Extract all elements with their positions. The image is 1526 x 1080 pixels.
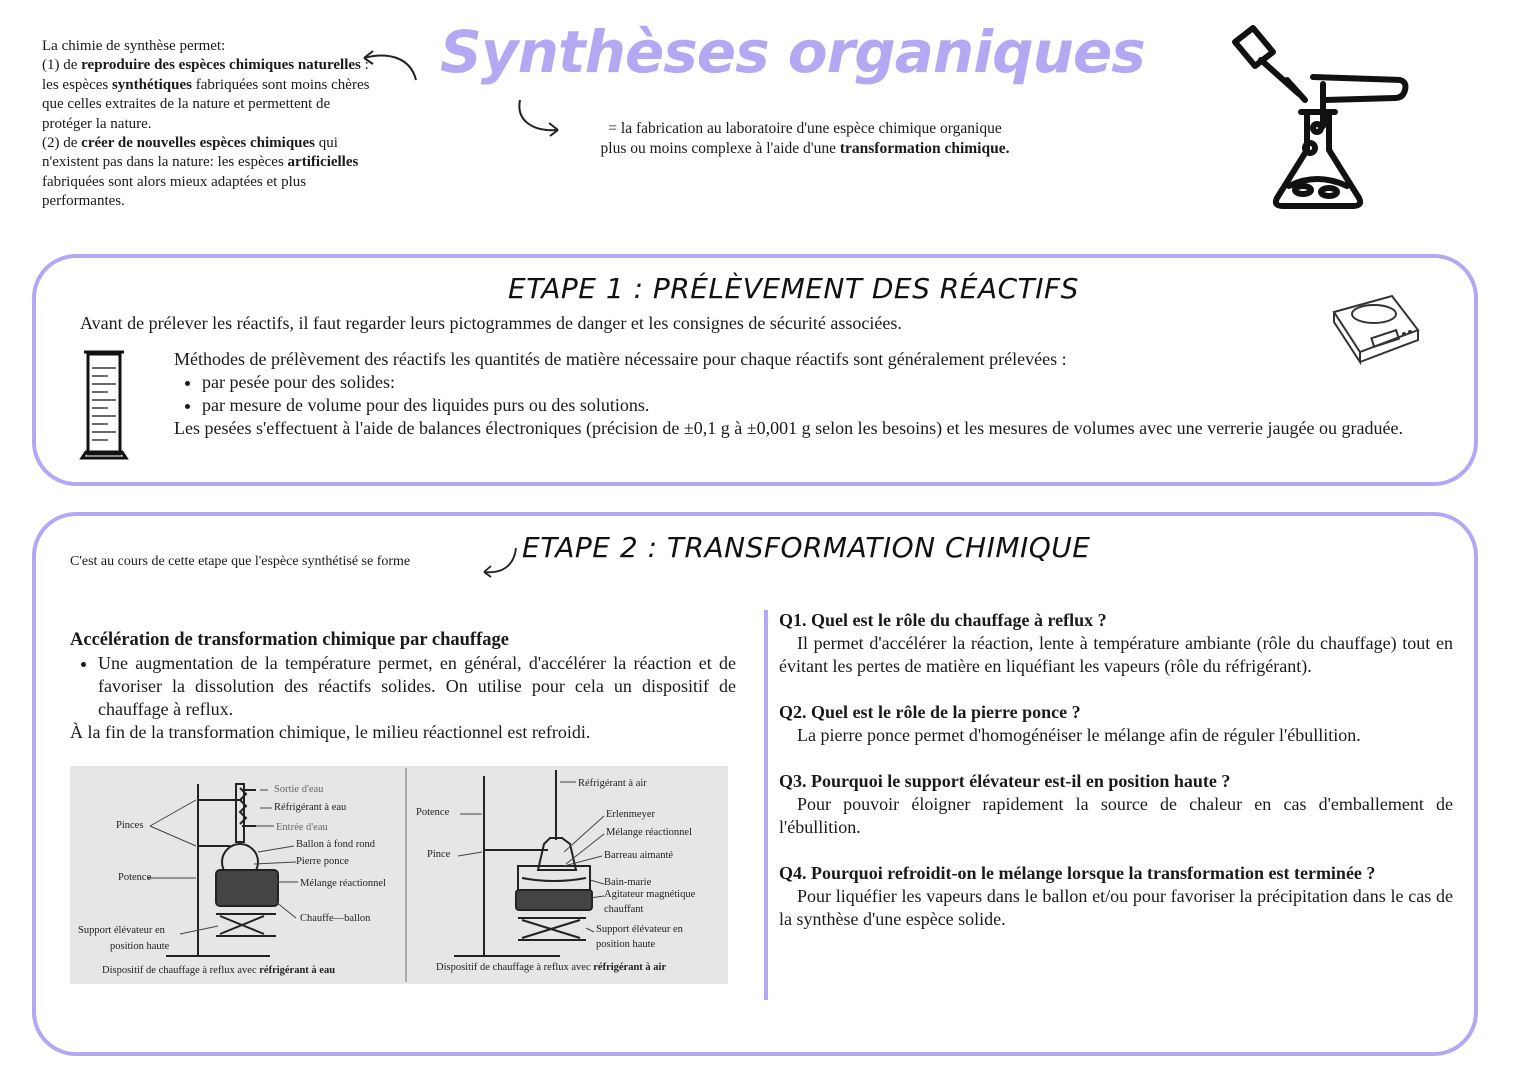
qa-item xyxy=(779,701,1453,747)
label-support-right-2: position haute xyxy=(596,939,656,950)
curved-arrow-icon xyxy=(478,544,520,578)
question: Q2. Quel est le rôle de la pierre ponce ? xyxy=(779,702,1081,722)
label-barreau: Barreau aimanté xyxy=(604,850,674,861)
intro-lead: La chimie de synthèse permet: xyxy=(42,38,226,54)
label-support-2: position haute xyxy=(110,941,170,952)
qa-item xyxy=(779,770,1453,839)
label-refrigerant-air: Réfrigérant à air xyxy=(578,778,647,789)
answer: La pierre ponce permet d'homogénéiser le mélange afin de réguler l'ébullition. xyxy=(797,725,1361,745)
answer: Pour liquéfier les vapeurs dans le ballon et/ou pour favoriser la précipitation dans le cas de la synthèse d'une espèce solide. xyxy=(779,886,1453,929)
label-sortie: Sortie d'eau xyxy=(274,784,324,795)
answer: Il permet d'accélérer la réaction, lente à température ambiante (rôle du chauffage) tout en évitant les pertes de matière en liquéfiant les vapeurs (rôle du réfrigérant). xyxy=(779,633,1453,676)
graduated-cylinder-icon xyxy=(78,348,130,466)
question: Q3. Pourquoi le support élévateur est-il en position haute ? xyxy=(779,771,1231,791)
step2-intro: C'est au cours de cette etape que l'espèce synthétisé se forme xyxy=(70,554,411,569)
question: Q1. Quel est le rôle du chauffage à reflux ? xyxy=(779,610,1107,630)
label-pierre: Pierre ponce xyxy=(296,856,349,867)
label-melange: Mélange réactionnel xyxy=(300,878,386,889)
label-potence: Potence xyxy=(118,872,152,883)
step1-methods: Méthodes de prélèvement des réactifs les quantités de matière nécessaire pour chaque réactifs sont généralement prélevées : • par pesée pour des solides: • par mesure de volume pour des liquides purs ou des solutions. Les pesées s'effectuent à l'aide de balances électroniques (précision de ±0,1 g à ±0,001 g selon les besoins) et les mesures de volumes avec une verrerie jaugée ou graduée. xyxy=(174,348,1419,440)
intro-point-1: (1) de reproduire des espèces chimiques naturelles : les espèces synthétiques fabriquées sont moins chères que celles extraites de la nature et permettent de protéger la nature. xyxy=(42,57,370,132)
step1-title: ETAPE 1 : PRÉLÈVEMENT DES RÉACTIFS xyxy=(508,272,1079,305)
lab-flask-icon xyxy=(1225,22,1415,214)
definition: = la fabrication au laboratoire d'une espèce chimique organique plus ou moins complexe à l'aide d'une transformation chimique. xyxy=(600,120,1010,157)
section-heading: Accélération de transformation chimique par chauffage xyxy=(70,630,509,650)
intro-text xyxy=(42,37,382,212)
reflux-figure xyxy=(70,766,728,984)
label-melange-right: Mélange réactionnel xyxy=(606,827,692,838)
figure-caption-left: Dispositif de chauffage à reflux avec réfrigérant à eau xyxy=(102,965,336,976)
label-potence-right: Potence xyxy=(416,807,450,818)
acceleration-section: Accélération de transformation chimique par chauffage • Une augmentation de la température permet, en général, d'accélérer la réaction et de favoriser la dissolution des réactifs solides. On utilise pour cela un dispositif de chauffage à reflux. À la fin de la transformation chimique, le milieu réactionnel est refroidi. xyxy=(70,629,736,744)
step1-safety-line: Avant de prélever les réactifs, il faut regarder leurs pictogrammes de danger et les consignes de sécurité associées. xyxy=(80,313,902,333)
label-agitateur: Agitateur magnétique xyxy=(604,889,696,900)
label-ballon: Ballon à fond rond xyxy=(296,839,376,850)
qa-item xyxy=(779,609,1453,678)
label-chauffant: chauffant xyxy=(604,904,644,915)
label-support: Support élévateur en xyxy=(78,925,165,936)
label-erlen: Erlenmeyer xyxy=(606,809,655,820)
page-title: Synthèses organiques xyxy=(440,18,1145,86)
question: Q4. Pourquoi refroidit-on le mélange lorsque la transformation est terminée ? xyxy=(779,863,1376,883)
list-item: • par pesée pour des solides: xyxy=(202,371,1419,394)
figure-caption-right: Dispositif de chauffage à reflux avec réfrigérant à air xyxy=(436,962,667,973)
label-entree: Entrée d'eau xyxy=(276,822,328,833)
label-pinces: Pinces xyxy=(116,820,144,831)
label-refrigerant: Réfrigérant à eau xyxy=(274,802,347,813)
qa-item xyxy=(779,862,1453,931)
list-item: • Une augmentation de la température permet, en général, d'accélérer la réaction et de favoriser la dissolution des réactifs solides. On utilise pour cela un dispositif de chauffage à reflux. xyxy=(98,652,736,721)
label-support-right: Support élévateur en xyxy=(596,924,683,935)
list-item: • par mesure de volume pour des liquides purs ou des solutions. xyxy=(202,394,1419,417)
answer: Pour pouvoir éloigner rapidement la source de chaleur en cas d'emballement de l'ébullition. xyxy=(779,794,1453,837)
step2-title: ETAPE 2 : TRANSFORMATION CHIMIQUE xyxy=(522,531,1091,564)
qa-section xyxy=(779,609,1453,954)
label-pince: Pince xyxy=(427,849,451,860)
curved-arrow-icon xyxy=(358,48,422,84)
qa-accent-bar xyxy=(764,610,768,1000)
intro-point-2: (2) de créer de nouvelles espèces chimiques qui n'existent pas dans la nature: les espèces artificielles fabriquées sont alors mieux adaptées et plus performantes. xyxy=(42,135,359,210)
label-bain: Bain-marie xyxy=(604,877,652,888)
label-chauffe: Chauffe—ballon xyxy=(300,913,371,924)
